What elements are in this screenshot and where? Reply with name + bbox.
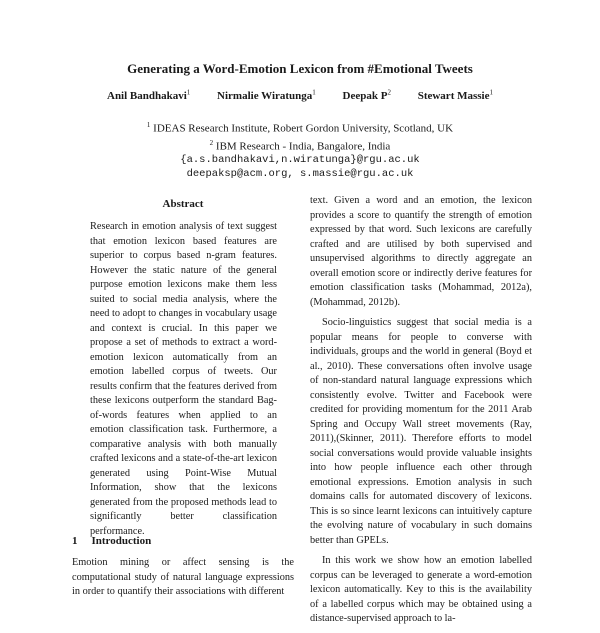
body-paragraph: text. Given a word and an emotion, the lexicon provides a score to quantify the strength of emotion expressed by that word. Such lexicons are carefully crafted and are utilised by both supervised and unsupervised algorithms to directly aggregate an overall emotion score or indirectly derive features for emotion classification tasks (Mohammad, 2012a), (Mohammad, 2012b).: [310, 195, 532, 308]
abstract-heading: Abstract: [162, 198, 204, 210]
affiliation-line: $^2$ IBM Research - India, Bangalore, India: [209, 138, 391, 153]
email-line: {a.s.bandhakavi,n.wiratunga}@rgu.ac.uk: [180, 154, 420, 167]
section-number: 1: [72, 535, 78, 547]
section-title: Introduction: [91, 535, 152, 547]
body-paragraph: Socio-linguistics suggest that social media is a popular means for people to converse with individuals, groups and the world in general (Boyd et al., 2010). These conversations often involve usage of non-standard natural language expressions which consistently evolve. Twitter and Facebook were credited for providing momentum for the 2011 Arab Spring and Occupy Wall street movements (Ray, 2011),(Skinner, 2011). Therefore efforts to model social conversations would provide valuable insights into how people influence each other through emotional expressions. Emotion analysis in such domains calls for automated discovery of lexicons. This is so since learnt lexicons can intuitively capture the evolving nature of vocabulary in such domains better than GPELs.: [310, 317, 532, 546]
author-name: Anil Bandhakavi$^1$: [107, 88, 191, 102]
paper-title: Generating a Word-Emotion Lexicon from #Emotional Tweets: [127, 61, 473, 76]
author-name: Deepak $P^2$: [342, 88, 391, 102]
author-list: [0, 88, 600, 102]
right-column: [310, 194, 532, 633]
abstract-text: Research in emotion analysis of text suggest that emotion lexicon based features are superior to corpus based n-gram features. However the static nature of the general purpose emotion lexicons make them less suited to social media analysis, where the need to adopt to changes in vocabulary usage and context is crucial. In this paper we propose a set of methods to extract a word-emotion lexicon automatically from an emotion labelled corpus of tweets. Our results confirm that the features derived from these lexicons outperform the standard Bag-of-words features when applied to an emotion classification task. Furthermore, a comparative analysis with both manually crafted lexicons and a state-of-the-art lexicon generated using Point-Wise Mutual Information, show that the lexicons generated from the proposed methods lead to significantly better classification performance.: [90, 221, 277, 537]
email-line: deepaksp@acm.org, s.massie@rgu.ac.uk: [186, 168, 414, 181]
author-name: Stewart Massie$^1$: [417, 88, 493, 102]
intro-paragraph: Emotion mining or affect sensing is the computational study of natural language expressions in order to quantify their associations with different: [72, 557, 294, 597]
affiliation-line: $^1$ IDEAS Research Institute, Robert Gordon University, Scotland, UK: [146, 121, 454, 135]
author-name: Nirmalie Wiratunga$^1$: [217, 88, 316, 102]
affiliations: [0, 118, 600, 181]
section-heading: [72, 535, 151, 547]
body-paragraph: In this work we show how an emotion labelled corpus can be leveraged to generate a word-emotion lexicon automatically. Key to this is the availability of a labelled corpus which may be obtained using a distance-supervised approach to la-: [310, 555, 532, 624]
